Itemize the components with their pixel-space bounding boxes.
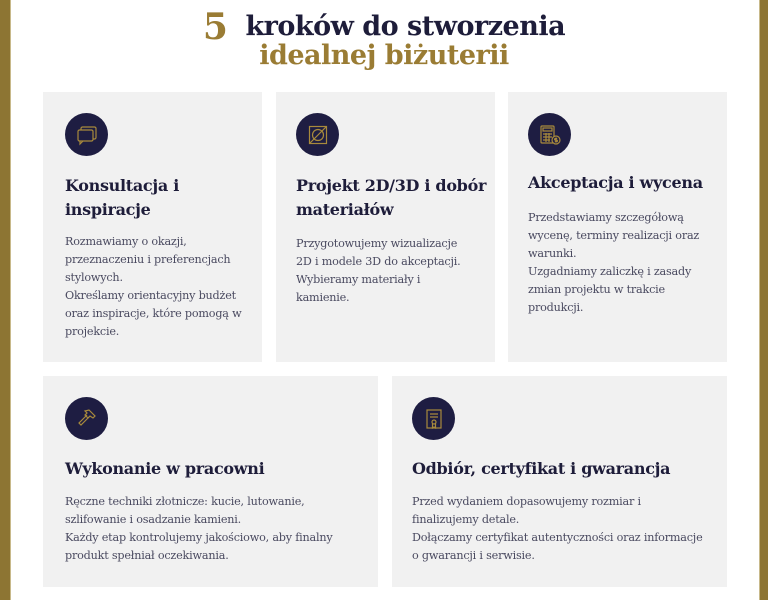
step-title: Akceptacja i wycena	[528, 173, 703, 192]
design-blueprint-icon	[296, 113, 339, 156]
step-card-delivery	[392, 376, 727, 587]
left-gold-border	[0, 0, 10, 600]
calculator-price-icon	[528, 113, 571, 156]
step-card-design	[276, 92, 495, 362]
steps-count: 5	[202, 6, 228, 48]
title-line2: idealnej biżuterii	[259, 40, 509, 71]
step-description: Przygotowujemy wizualizacje 2D i modele 3D do akceptacji. Wybieramy materiały i kamienie.	[296, 237, 461, 304]
title-line1: kroków do stworzenia	[245, 11, 566, 42]
step-description: Przed wydaniem dopasowujemy rozmiar i finalizujemy detale. Dołączamy certyfikat autentyczności oraz informacje o gwarancji i serwisie.	[412, 495, 703, 562]
step-card-consultation	[43, 92, 262, 362]
chat-bubbles-icon	[65, 113, 108, 156]
section-title	[0, 2, 768, 48]
step-title: Odbiór, certyfikat i gwarancja	[412, 459, 671, 478]
step-title: Wykonanie w pracowni	[65, 459, 265, 478]
step-description: Przedstawiamy szczegółową wycenę, terminy realizacji oraz warunki. Uzgadniamy zaliczkę i zasady zmian projektu w trakcie produkcji.	[528, 211, 700, 314]
certificate-icon	[412, 397, 455, 440]
right-gold-border	[760, 0, 768, 600]
step-card-pricing	[508, 92, 727, 362]
step-title: Projekt 2D/3D i dobór materiałów	[296, 176, 487, 219]
hammer-icon	[65, 397, 108, 440]
step-description: Ręczne techniki złotnicze: kucie, lutowanie, szlifowanie i osadzanie kamieni. Każdy etap kontrolujemy jakościowo, aby finalny produkt spełniał oczekiwania.	[65, 495, 333, 562]
step-title: Konsultacja i inspiracje	[65, 176, 179, 219]
step-description: Rozmawiamy o okazji, przeznaczeniu i preferencjach stylowych. Określamy orientacyjny budżet oraz inspiracje, które pomogą w projekcie.	[65, 235, 242, 338]
step-card-workshop	[43, 376, 378, 587]
